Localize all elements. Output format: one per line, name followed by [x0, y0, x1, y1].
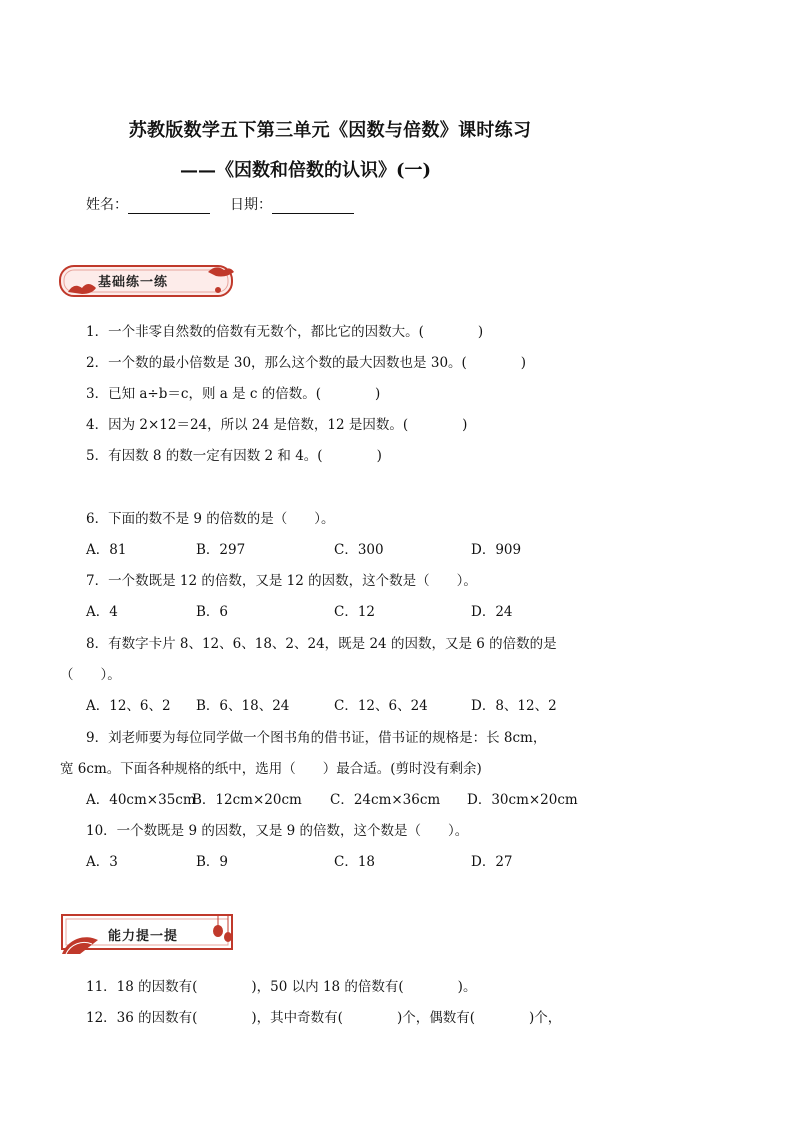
section-banner-ability [58, 912, 238, 956]
document-title: 苏教版数学五下第三单元《因数与倍数》课时练习 [128, 120, 532, 141]
option-a: A．81 [86, 542, 127, 558]
question-7: 7．一个数既是 12 的倍数，又是 12 的因数，这个数是（ ）。 [86, 573, 477, 589]
option-b: B．297 [196, 542, 246, 558]
date-blank[interactable] [272, 199, 354, 214]
section-banner-basic [58, 262, 236, 300]
option-d: D．24 [471, 604, 513, 620]
question-11: 11．18 的因数有( )，50 以内 18 的倍数有( )。 [86, 979, 477, 995]
question-8: 8．有数字卡片 8、12、6、18、2、24，既是 24 的因数，又是 6 的倍数的是 [86, 636, 557, 652]
option-d: D．909 [471, 542, 522, 558]
option-a: A．4 [86, 604, 118, 620]
question-6: 6．下面的数不是 9 的倍数的是（ ）。 [86, 511, 335, 527]
option-c: C．12 [334, 604, 376, 620]
option-d: D．30cm×20cm [467, 792, 578, 808]
question-8-cont: （ ）。 [60, 667, 121, 683]
option-c: C．18 [334, 854, 376, 870]
option-d: D．27 [471, 854, 513, 870]
option-c: C．300 [334, 542, 384, 558]
question-10: 10．一个数既是 9 的因数，又是 9 的倍数，这个数是（ ）。 [86, 823, 469, 839]
option-b: B．6 [196, 604, 229, 620]
question-9: 9．刘老师要为每位同学做一个图书角的借书证，借书证的规格是：长 8cm， [86, 730, 547, 746]
option-d: D．8、12、2 [471, 698, 557, 714]
option-b: B．12cm×20cm [192, 792, 302, 808]
question-3: 3．已知 a÷b＝c，则 a 是 c 的倍数。( ) [86, 386, 381, 402]
option-b: B．9 [196, 854, 229, 870]
question-1: 1．一个非零自然数的倍数有无数个，都比它的因数大。( ) [86, 324, 484, 340]
question-9-cont: 宽 6cm。下面各种规格的纸中，选用（ ）最合适。(剪时没有剩余) [60, 761, 482, 777]
name-label: 姓名： [86, 197, 128, 213]
section-title-basic: 基础练一练 [98, 275, 169, 290]
question-5: 5．有因数 8 的数一定有因数 2 和 4。( ) [86, 448, 382, 464]
question-4: 4．因为 2×12＝24，所以 24 是倍数，12 是因数。( ) [86, 417, 468, 433]
option-c: C．12、6、24 [334, 698, 428, 714]
option-a: A．3 [86, 854, 118, 870]
name-blank[interactable] [128, 199, 210, 214]
section-title-ability: 能力提一提 [108, 929, 179, 944]
option-c: C．24cm×36cm [330, 792, 441, 808]
date-label: 日期： [230, 197, 272, 213]
option-b: B．6、18、24 [196, 698, 290, 714]
document-subtitle: ——《因数和倍数的认识》(一) [180, 160, 432, 181]
question-12: 12．36 的因数有( )，其中奇数有( )个，偶数有( )个， [86, 1010, 562, 1026]
option-a: A．12、6、2 [86, 698, 171, 714]
option-a: A．40cm×35cm [86, 792, 196, 808]
header-fields [86, 194, 354, 214]
question-2: 2．一个数的最小倍数是 30，那么这个数的最大因数也是 30。( ) [86, 355, 527, 371]
